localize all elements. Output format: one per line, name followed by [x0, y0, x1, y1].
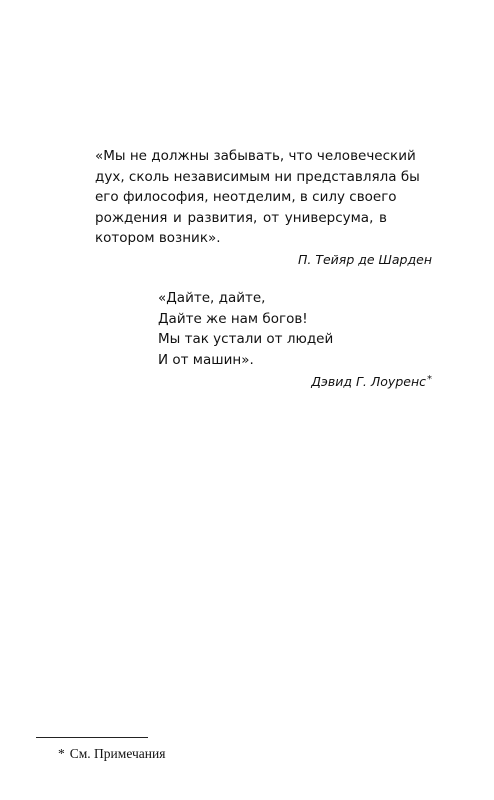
epigraph-1-line: «Мы не должны забывать, что человеческий — [95, 148, 416, 164]
footnote-mark: * — [58, 746, 65, 761]
epigraph-2-line: Дайте же нам богов! — [158, 310, 308, 327]
footnote-divider — [36, 737, 148, 738]
epigraph-1-line: котором возник». — [95, 230, 221, 246]
epigraph-teilhard — [95, 146, 420, 249]
epigraph-2-line: «Дайте, дайте, — [158, 290, 266, 306]
epigraph-1-line: его философия, неотделим, в силу своего — [95, 189, 397, 205]
epigraph-1-line: рождения и развития, от универсума, в — [95, 209, 387, 226]
epigraph-1-attribution: П. Тейяр де Шарден — [298, 252, 432, 267]
epigraph-lawrence — [158, 288, 333, 370]
epigraph-2-attribution: Дэвид Г. Лоуренс — [311, 374, 426, 389]
footnote-reference-mark: * — [427, 374, 432, 385]
footnote — [58, 746, 165, 762]
epigraph-2-line: И от машин». — [158, 351, 254, 368]
footnote-text: См. Примечания — [69, 746, 166, 761]
epigraph-2-attribution-block — [311, 374, 432, 389]
epigraph-2-line: Мы так устали от людей — [158, 331, 334, 347]
epigraph-1-line: дух, сколь независимым ни представляла бы — [95, 168, 420, 185]
